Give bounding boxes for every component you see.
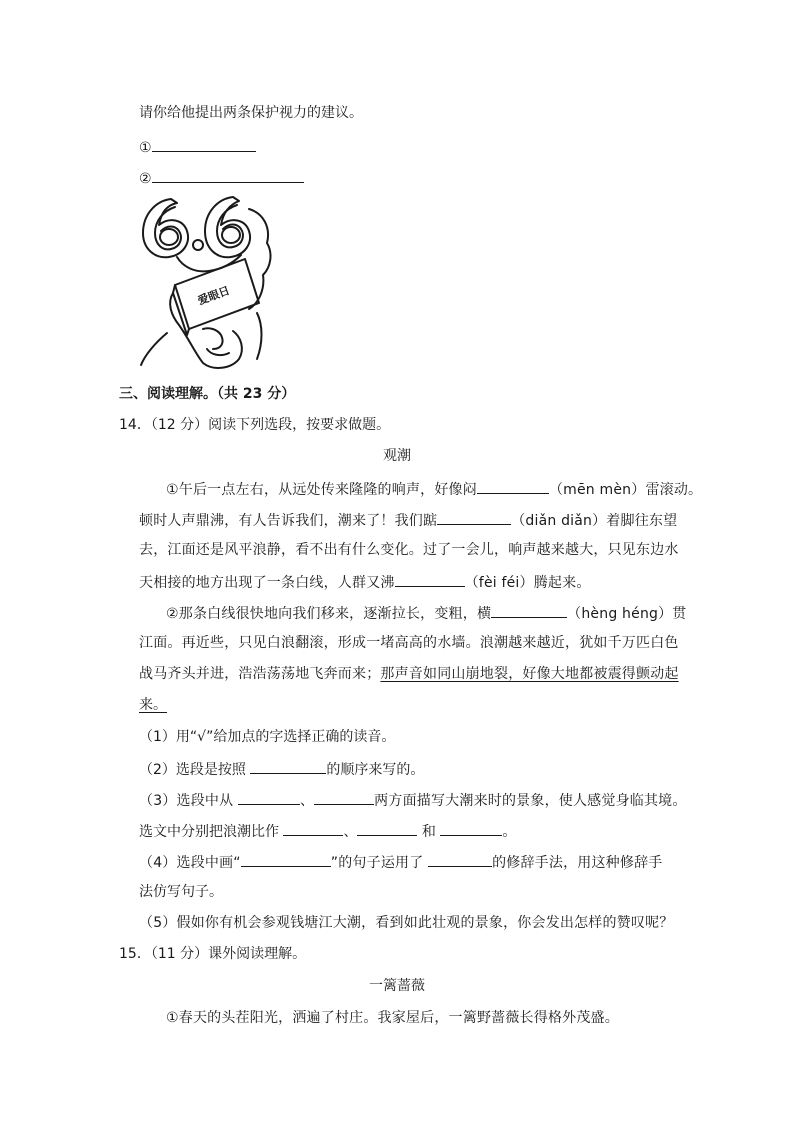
suggest-item-1	[139, 137, 256, 157]
q14-sub4-line1	[139, 852, 662, 872]
answer-blank-1[interactable]	[152, 137, 256, 152]
sub3-blank-1[interactable]	[238, 790, 300, 805]
pinyin-blank-dian[interactable]	[437, 510, 511, 525]
sub4-answer-blank[interactable]	[428, 852, 492, 867]
q15-passage-title: 一篱蔷薇	[369, 978, 425, 994]
q15-p1: ①春天的头茬阳光，洒遍了村庄。我家屋后，一篱野蔷薇长得格外茂盛。	[166, 1010, 619, 1026]
suggest-item-2	[139, 168, 304, 188]
q14-passage-title: 观潮	[383, 448, 411, 464]
sub4-sample-line	[241, 852, 331, 867]
p2-l3-text-a: 战马齐头并进，浩浩荡荡地飞奔而来；	[139, 666, 381, 682]
answer-blank-2[interactable]	[152, 168, 304, 183]
sub3-blank-2[interactable]	[314, 790, 374, 805]
q14-p2-line4	[139, 696, 167, 714]
underlined-sentence-part2: 来。	[139, 697, 167, 713]
sub2-text-a: （2）选段是按照	[139, 762, 246, 778]
q14-sub4-line2: 法仿写句子。	[139, 884, 223, 900]
q15-header: 15．（11 分）课外阅读理解。	[119, 946, 307, 962]
sub3-text-d: 选文中分别把浪潮比作	[139, 824, 279, 840]
pinyin-blank-heng[interactable]	[491, 603, 567, 618]
p1-l2-text-a: 顿时人声鼎沸，有人告诉我们，潮来了！我们踮	[139, 513, 438, 529]
sub3-text-g: 。	[502, 824, 517, 840]
sub3-text-a: （3）选段中从	[139, 793, 234, 809]
q14-sub3-line1	[139, 790, 687, 810]
item-2-marker: ②	[139, 171, 152, 187]
q14-p2-line2: 江面。再近些，只见白浪翻滚，形成一堵高高的水墙。浪潮越来越近，犹如千万匹白色	[139, 635, 679, 651]
sub3-text-f: 和	[421, 824, 436, 840]
eye-day-illustration	[137, 193, 277, 373]
sub4-text-a: （4）选段中画“	[139, 855, 241, 871]
p2-l1-text-a: ②那条白线很快地向我们移来，逐渐拉长，变粗，横	[166, 606, 492, 622]
q14-p2-line3	[139, 665, 679, 683]
p1-l4-text-a: 天相接的地方出现了一条白线，人群又沸	[139, 575, 395, 591]
q14-sub2	[139, 759, 424, 779]
sub3-blank-5[interactable]	[440, 821, 502, 836]
sub3-text-b: 、	[299, 793, 315, 809]
p1-l1-text-b: （mēn mèn）雷滚动。	[548, 482, 703, 498]
q14-p2-line1	[166, 603, 687, 623]
p1-l4-text-b: （fèi féi）腾起来。	[464, 575, 591, 591]
q14-sub1: （1）用“√”给加点的字选择正确的读音。	[139, 729, 396, 745]
p1-l2-text-b: （diǎn diǎn）着脚往东望	[511, 513, 678, 529]
eye-day-label: 爱眼日	[196, 283, 232, 308]
q14-p1-line2	[139, 510, 677, 530]
q14-header: 14．（12 分）阅读下列选段，按要求做题。	[119, 417, 391, 433]
underlined-sentence-part1: 那声音如同山崩地裂，好像大地都被震得颤动起	[380, 666, 679, 682]
pinyin-blank-fei[interactable]	[395, 572, 465, 587]
section-3-title: 三、阅读理解。（共 23 分）	[119, 386, 296, 402]
sub3-blank-4[interactable]	[357, 821, 417, 836]
sub3-text-e: 、	[343, 824, 358, 840]
pinyin-blank-men[interactable]	[477, 479, 549, 494]
suggest-prompt: 请你给他提出两条保护视力的建议。	[139, 105, 363, 121]
q14-sub3-line2	[139, 821, 516, 841]
sub3-blank-3[interactable]	[283, 821, 343, 836]
q14-p1-line3: 去，江面还是风平浪静，看不出有什么变化。过了一会儿，响声越来越大，只见东边水	[139, 542, 679, 558]
item-1-marker: ①	[139, 140, 152, 156]
sub2-text-b: 的顺序来写的。	[326, 762, 425, 778]
q14-sub5: （5）假如你有机会参观钱塘江大潮，看到如此壮观的景象，你会发出怎样的赞叹呢？	[139, 915, 674, 931]
q14-p1-line1	[166, 479, 702, 499]
sub3-text-c: 两方面描写大潮来时的景象，使人感觉身临其境。	[374, 793, 687, 809]
q14-p1-line4	[139, 572, 591, 592]
p2-l1-text-b: （hèng héng）贯	[567, 606, 687, 622]
sub4-text-c: 的修辞手法，用这种修辞手	[492, 855, 663, 871]
p1-l1-text-a: ①午后一点左右，从远处传来隆隆的响声，好像闷	[166, 482, 477, 498]
sub2-answer-blank[interactable]	[250, 759, 326, 774]
sub4-text-b: ”的句子运用了	[330, 855, 424, 871]
